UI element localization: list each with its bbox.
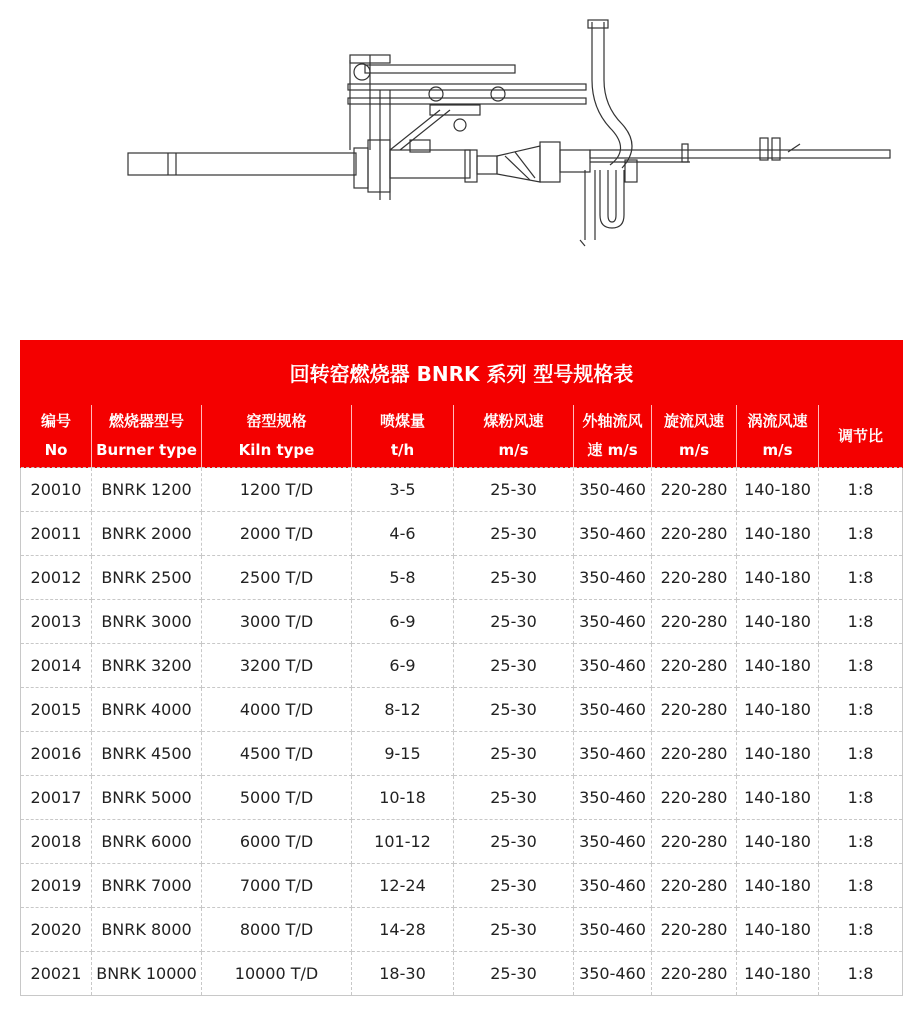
cell-vortex-air-speed: 140-180 — [737, 556, 819, 600]
table-row — [21, 776, 903, 820]
header-kiln-type — [202, 405, 352, 468]
cell-burner-type: BNRK 3200 — [92, 644, 202, 688]
cell-burner-type: BNRK 2500 — [92, 556, 202, 600]
cell-swirl-air-speed: 220-280 — [652, 512, 737, 556]
cell-swirl-air-speed: 220-280 — [652, 776, 737, 820]
header-sublabel: Burner type — [96, 441, 197, 459]
header-no — [21, 405, 92, 468]
cell-burner-type: BNRK 1200 — [92, 468, 202, 512]
cell-axial-air-speed: 350-460 — [574, 556, 652, 600]
cell-swirl-air-speed: 220-280 — [652, 908, 737, 952]
table-row — [21, 468, 903, 512]
cell-burner-type: BNRK 8000 — [92, 908, 202, 952]
cell-no: 20011 — [21, 512, 92, 556]
cell-coal-air-speed: 25-30 — [454, 644, 574, 688]
table-row — [21, 512, 903, 556]
cell-regulation-ratio: 1:8 — [819, 468, 903, 512]
cell-coal-injection: 8-12 — [352, 688, 454, 732]
cell-burner-type: BNRK 3000 — [92, 600, 202, 644]
cell-vortex-air-speed: 140-180 — [737, 908, 819, 952]
cell-regulation-ratio: 1:8 — [819, 820, 903, 864]
cell-coal-injection: 3-5 — [352, 468, 454, 512]
header-regulation-ratio — [819, 405, 903, 468]
cell-regulation-ratio: 1:8 — [819, 556, 903, 600]
cell-burner-type: BNRK 6000 — [92, 820, 202, 864]
header-label: 窑型规格 — [246, 412, 307, 430]
cell-swirl-air-speed: 220-280 — [652, 468, 737, 512]
cell-no: 20016 — [21, 732, 92, 776]
header-label: 旋流风速 — [663, 412, 724, 430]
cell-coal-air-speed: 25-30 — [454, 864, 574, 908]
cell-kiln-type: 3200 T/D — [202, 644, 352, 688]
table-row — [21, 644, 903, 688]
cell-regulation-ratio: 1:8 — [819, 864, 903, 908]
cell-burner-type: BNRK 4000 — [92, 688, 202, 732]
cell-coal-air-speed: 25-30 — [454, 600, 574, 644]
cell-axial-air-speed: 350-460 — [574, 468, 652, 512]
cell-coal-injection: 18-30 — [352, 952, 454, 996]
cell-axial-air-speed: 350-460 — [574, 732, 652, 776]
cell-coal-air-speed: 25-30 — [454, 732, 574, 776]
cell-burner-type: BNRK 7000 — [92, 864, 202, 908]
cell-no: 20010 — [21, 468, 92, 512]
cell-burner-type: BNRK 10000 — [92, 952, 202, 996]
cell-axial-air-speed: 350-460 — [574, 644, 652, 688]
cell-kiln-type: 4500 T/D — [202, 732, 352, 776]
header-sublabel: Kiln type — [238, 441, 315, 459]
cell-coal-air-speed: 25-30 — [454, 688, 574, 732]
cell-swirl-air-speed: 220-280 — [652, 732, 737, 776]
cell-coal-injection: 10-18 — [352, 776, 454, 820]
header-sublabel: m/s — [498, 441, 529, 459]
cell-coal-air-speed: 25-30 — [454, 512, 574, 556]
cell-axial-air-speed: 350-460 — [574, 776, 652, 820]
header-label: 燃烧器型号 — [108, 412, 184, 430]
cell-coal-air-speed: 25-30 — [454, 952, 574, 996]
cell-no: 20017 — [21, 776, 92, 820]
header-label: 煤粉风速 — [483, 412, 544, 430]
cell-vortex-air-speed: 140-180 — [737, 600, 819, 644]
cell-swirl-air-speed: 220-280 — [652, 952, 737, 996]
spec-table — [20, 340, 903, 996]
table-row — [21, 908, 903, 952]
cell-regulation-ratio: 1:8 — [819, 776, 903, 820]
cell-axial-air-speed: 350-460 — [574, 688, 652, 732]
cell-regulation-ratio: 1:8 — [819, 512, 903, 556]
cell-axial-air-speed: 350-460 — [574, 908, 652, 952]
cell-regulation-ratio: 1:8 — [819, 644, 903, 688]
header-burner-type — [92, 405, 202, 468]
cell-coal-air-speed: 25-30 — [454, 908, 574, 952]
header-coal-injection — [352, 405, 454, 468]
header-swirl-air-speed — [652, 405, 737, 468]
cell-swirl-air-speed: 220-280 — [652, 556, 737, 600]
cell-regulation-ratio: 1:8 — [819, 600, 903, 644]
cell-coal-injection: 5-8 — [352, 556, 454, 600]
cell-vortex-air-speed: 140-180 — [737, 468, 819, 512]
header-label: 编号 — [40, 412, 71, 430]
header-sublabel: 速 m/s — [587, 441, 638, 459]
cell-regulation-ratio: 1:8 — [819, 952, 903, 996]
cell-kiln-type: 2500 T/D — [202, 556, 352, 600]
cell-vortex-air-speed: 140-180 — [737, 820, 819, 864]
cell-vortex-air-speed: 140-180 — [737, 776, 819, 820]
cell-swirl-air-speed: 220-280 — [652, 820, 737, 864]
cell-regulation-ratio: 1:8 — [819, 908, 903, 952]
cell-kiln-type: 6000 T/D — [202, 820, 352, 864]
cell-coal-air-speed: 25-30 — [454, 820, 574, 864]
cell-axial-air-speed: 350-460 — [574, 512, 652, 556]
table-body — [21, 468, 903, 996]
cell-vortex-air-speed: 140-180 — [737, 644, 819, 688]
header-axial-air-speed — [574, 405, 652, 468]
cell-axial-air-speed: 350-460 — [574, 952, 652, 996]
header-sublabel: m/s — [762, 441, 793, 459]
header-sublabel: t/h — [390, 441, 415, 459]
table-row — [21, 820, 903, 864]
cell-swirl-air-speed: 220-280 — [652, 644, 737, 688]
table-row — [21, 600, 903, 644]
header-row — [21, 405, 903, 468]
header-label: 涡流风速 — [747, 412, 808, 430]
cell-no: 20021 — [21, 952, 92, 996]
cell-no: 20013 — [21, 600, 92, 644]
cell-kiln-type: 2000 T/D — [202, 512, 352, 556]
cell-kiln-type: 8000 T/D — [202, 908, 352, 952]
cell-burner-type: BNRK 2000 — [92, 512, 202, 556]
cell-kiln-type: 3000 T/D — [202, 600, 352, 644]
cell-swirl-air-speed: 220-280 — [652, 688, 737, 732]
cell-kiln-type: 10000 T/D — [202, 952, 352, 996]
header-label: 调节比 — [838, 426, 884, 445]
cell-no: 20019 — [21, 864, 92, 908]
cell-kiln-type: 5000 T/D — [202, 776, 352, 820]
cell-coal-air-speed: 25-30 — [454, 468, 574, 512]
cell-coal-injection: 14-28 — [352, 908, 454, 952]
cell-swirl-air-speed: 220-280 — [652, 864, 737, 908]
cell-regulation-ratio: 1:8 — [819, 688, 903, 732]
header-sublabel: No — [44, 441, 68, 459]
table-row — [21, 864, 903, 908]
cell-vortex-air-speed: 140-180 — [737, 732, 819, 776]
table-title: 回转窑燃烧器 BNRK 系列 型号规格表 — [21, 341, 903, 405]
header-vortex-air-speed — [737, 405, 819, 468]
cell-coal-injection: 6-9 — [352, 644, 454, 688]
cell-swirl-air-speed: 220-280 — [652, 600, 737, 644]
cell-no: 20014 — [21, 644, 92, 688]
burner-technical-drawing — [0, 0, 915, 330]
cell-coal-injection: 12-24 — [352, 864, 454, 908]
header-sublabel: m/s — [678, 441, 710, 459]
cell-axial-air-speed: 350-460 — [574, 600, 652, 644]
cell-no: 20020 — [21, 908, 92, 952]
table-row — [21, 952, 903, 996]
cell-vortex-air-speed: 140-180 — [737, 864, 819, 908]
cell-coal-air-speed: 25-30 — [454, 556, 574, 600]
table-row — [21, 732, 903, 776]
cell-vortex-air-speed: 140-180 — [737, 688, 819, 732]
cell-vortex-air-speed: 140-180 — [737, 952, 819, 996]
table-row — [21, 688, 903, 732]
cell-coal-injection: 6-9 — [352, 600, 454, 644]
cell-coal-injection: 101-12 — [352, 820, 454, 864]
table-row — [21, 556, 903, 600]
cell-regulation-ratio: 1:8 — [819, 732, 903, 776]
cell-no: 20012 — [21, 556, 92, 600]
cell-no: 20015 — [21, 688, 92, 732]
cell-kiln-type: 1200 T/D — [202, 468, 352, 512]
cell-coal-injection: 4-6 — [352, 512, 454, 556]
header-coal-air-speed — [454, 405, 574, 468]
cell-kiln-type: 7000 T/D — [202, 864, 352, 908]
cell-coal-air-speed: 25-30 — [454, 776, 574, 820]
cell-coal-injection: 9-15 — [352, 732, 454, 776]
cell-axial-air-speed: 350-460 — [574, 864, 652, 908]
header-label: 喷煤量 — [379, 412, 425, 430]
cell-burner-type: BNRK 4500 — [92, 732, 202, 776]
header-label: 外轴流风 — [582, 412, 643, 430]
cell-burner-type: BNRK 5000 — [92, 776, 202, 820]
cell-axial-air-speed: 350-460 — [574, 820, 652, 864]
cell-no: 20018 — [21, 820, 92, 864]
cell-vortex-air-speed: 140-180 — [737, 512, 819, 556]
cell-kiln-type: 4000 T/D — [202, 688, 352, 732]
